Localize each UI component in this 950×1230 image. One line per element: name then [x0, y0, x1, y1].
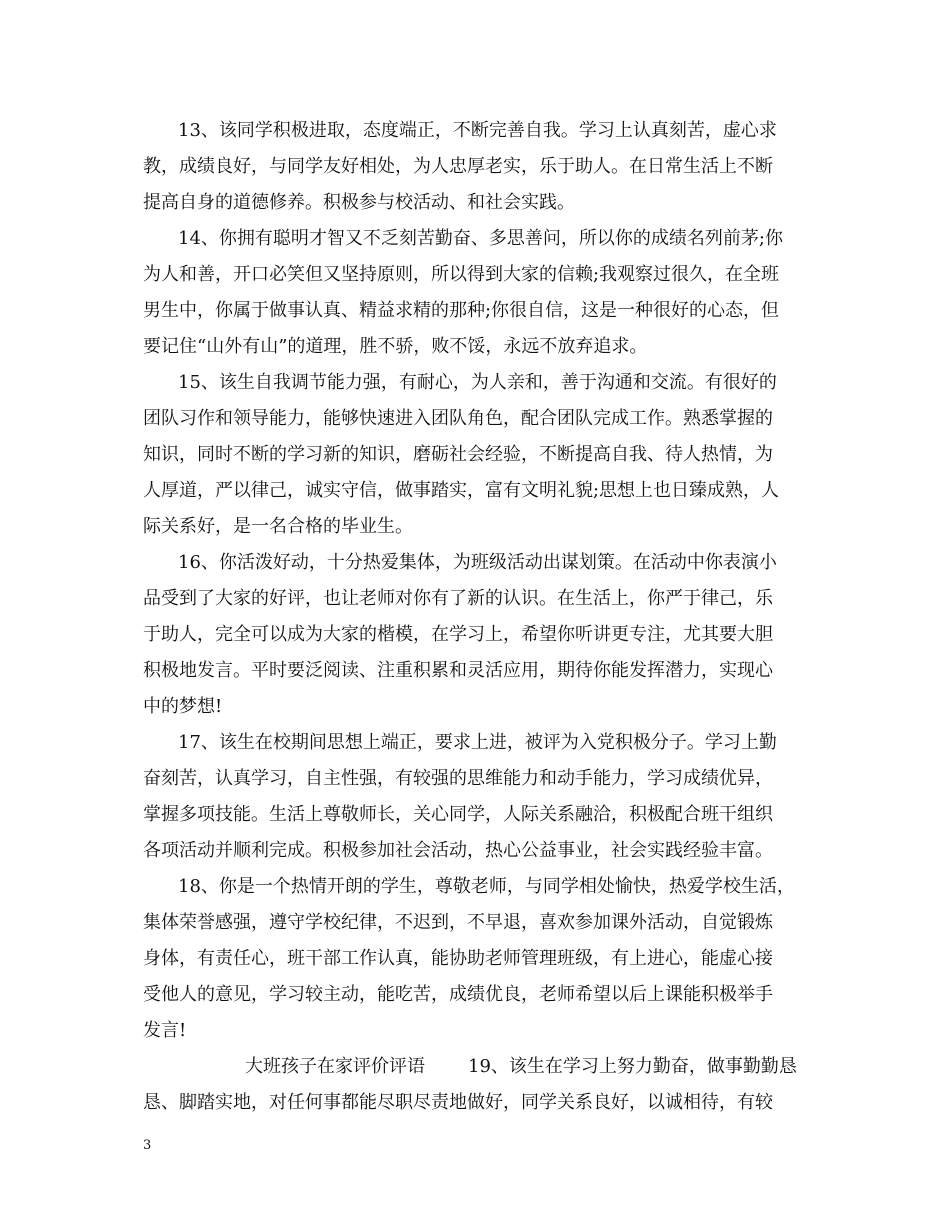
paragraph-15-line-4: 人厚道，严以律己，诚实守信，做事踏实，富有文明礼貌;思想上也日臻成熟，人: [143, 480, 780, 501]
paragraph-18-line-5: 发言!: [143, 1020, 187, 1041]
page-number: 3: [143, 1138, 152, 1153]
paragraph-18-line-4: 受他人的意见，学习较主动，能吃苦，成绩优良，老师希望以后上课能积极举手: [143, 984, 773, 1005]
paragraph-18-line-2: 集体荣誉感强，遵守学校纪律，不迟到，不早退，喜欢参加课外活动，自觉锻炼: [143, 912, 773, 933]
paragraph-14-line-1: 14、你拥有聪明才智又不乏刻苦勤奋、多思善问，所以你的成绩名列前茅;你: [178, 228, 783, 249]
paragraph-16-line-2: 品受到了大家的好评，也让老师对你有了新的认识。在生活上，你严于律己，乐: [143, 588, 773, 609]
paragraph-18-line-3: 身体，有责任心，班干部工作认真，能协助老师管理班级，有上进心，能虚心接: [143, 948, 773, 969]
paragraph-19-line-1: 19、该生在学习上努力勤奋，做事勤勤恳: [468, 1056, 797, 1077]
paragraph-15-line-3: 知识，同时不断的学习新的知识，磨砺社会经验，不断提高自我、待人热情，为: [143, 444, 773, 465]
paragraph-14-line-4: 要记住“山外有山”的道理，胜不骄，败不馁，永远不放弃追求。: [143, 336, 648, 357]
paragraph-15-line-5: 际关系好，是一名合格的毕业生。: [143, 516, 413, 537]
paragraph-16-line-5: 中的梦想!: [143, 696, 223, 717]
paragraph-17-line-1: 17、该生在校期间思想上端正，要求上进，被评为入党积极分子。学习上勤: [178, 732, 777, 753]
paragraph-17-line-2: 奋刻苦，认真学习，自主性强，有较强的思维能力和动手能力，学习成绩优异，: [143, 768, 773, 789]
paragraph-13-line-2: 教，成绩良好，与同学友好相处，为人忠厚老实，乐于助人。在日常生活上不断: [143, 156, 773, 177]
paragraph-19-line-2: 恳、脚踏实地，对任何事都能尽职尽责地做好，同学关系良好，以诚相待，有较: [143, 1092, 773, 1113]
paragraph-14-line-3: 男生中，你属于做事认真、精益求精的那种;你很自信，这是一种很好的心态，但: [143, 300, 780, 321]
paragraph-15-line-1: 15、该生自我调节能力强，有耐心，为人亲和，善于沟通和交流。有很好的: [178, 372, 777, 393]
paragraph-17-line-4: 各项活动并顺利完成。积极参加社会活动，热心公益事业，社会实践经验丰富。: [143, 840, 773, 861]
paragraph-18-line-1: 18、你是一个热情开朗的学生，尊敬老师，与同学相处愉快，热爱学校生活，: [178, 876, 795, 897]
paragraph-16-line-1: 16、你活泼好动，十分热爱集体，为班级活动出谋划策。在活动中你表演小: [178, 552, 777, 573]
paragraph-16-line-4: 积极地发言。平时要泛阅读、注重积累和灵活应用，期待你能发挥潜力，实现心: [143, 660, 773, 681]
paragraph-15-line-2: 团队习作和领导能力，能够快速进入团队角色，配合团队完成工作。熟悉掌握的: [143, 408, 773, 429]
paragraph-16-line-3: 于助人，完全可以成为大家的楷模，在学习上，希望你听讲更专注，尤其要大胆: [143, 624, 773, 645]
inline-heading: 大班孩子在家评价评语: [245, 1056, 425, 1077]
paragraph-14-line-2: 为人和善，开口必笑但又坚持原则，所以得到大家的信赖;我观察过很久，在全班: [143, 264, 780, 285]
paragraph-13-line-1: 13、该同学积极进取，态度端正，不断完善自我。学习上认真刻苦，虚心求: [178, 120, 777, 141]
paragraph-17-line-3: 掌握多项技能。生活上尊敬师长，关心同学，人际关系融洽，积极配合班干组织: [143, 804, 773, 825]
paragraph-13-line-3: 提高自身的道德修养。积极参与校活动、和社会实践。: [143, 192, 575, 213]
